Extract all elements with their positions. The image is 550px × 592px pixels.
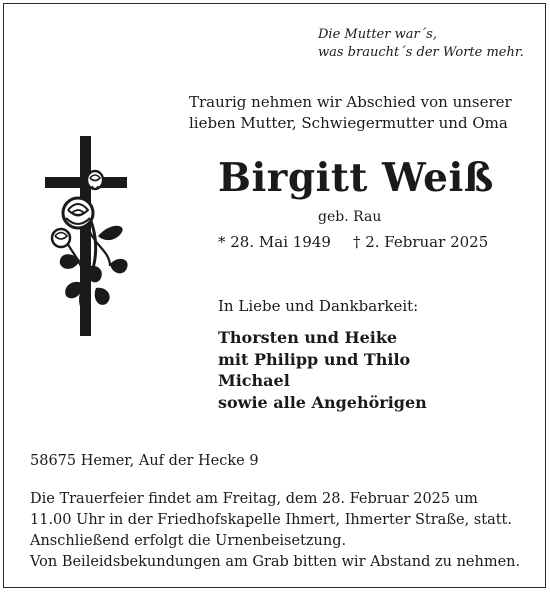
motto-quote [318,26,524,62]
mourner-line: sowie alle Angehörigen [218,392,427,412]
death-date: † 2. Februar 2025 [352,233,489,251]
deceased-name: Birgitt Weiß [218,155,494,201]
birth-date: * 28. Mai 1949 [218,233,331,251]
notice-line: Die Trauerfeier findet am Freitag, dem 28. Februar 2025 um [30,491,478,507]
leaf [60,254,80,269]
rose-small-left [52,229,70,247]
life-dates [218,233,488,251]
notice-line: Von Beileidsbekundungen am Grab bitten wir Abstand zu nehmen. [30,554,521,570]
leaf [95,288,110,305]
intro-line-2: lieben Mutter, Schwiegermutter und Oma [189,114,508,132]
intro-text [189,92,512,134]
mourner-line: Thorsten und Heike [218,328,398,347]
motto-line-1: Die Mutter war´s, [318,27,437,42]
funeral-notice [30,489,540,573]
cross-with-roses-icon [40,136,132,340]
notice-line: 11.00 Uhr in der Friedhofskapelle Ihmert, Ihmerter Straße, statt. [30,512,512,528]
intro-line-1: Traurig nehmen wir Abschied von unserer [189,93,512,111]
mourner-line: Michael [218,371,290,390]
rose-main [63,198,93,228]
rose-bud-top [87,171,103,189]
leaf [110,259,128,274]
motto-line-2: was braucht´s der Worte mehr. [318,45,524,60]
mourners-heading: In Liebe und Dankbarkeit: [218,297,419,315]
mourners-list [218,327,427,413]
mourner-line: mit Philipp und Thilo [218,349,411,369]
mourner-address: 58675 Hemer, Auf der Hecke 9 [30,453,259,469]
notice-line: Anschließend erfolgt die Urnenbeisetzung. [30,533,347,549]
leaf [98,226,123,240]
maiden-name: geb. Rau [318,209,382,225]
